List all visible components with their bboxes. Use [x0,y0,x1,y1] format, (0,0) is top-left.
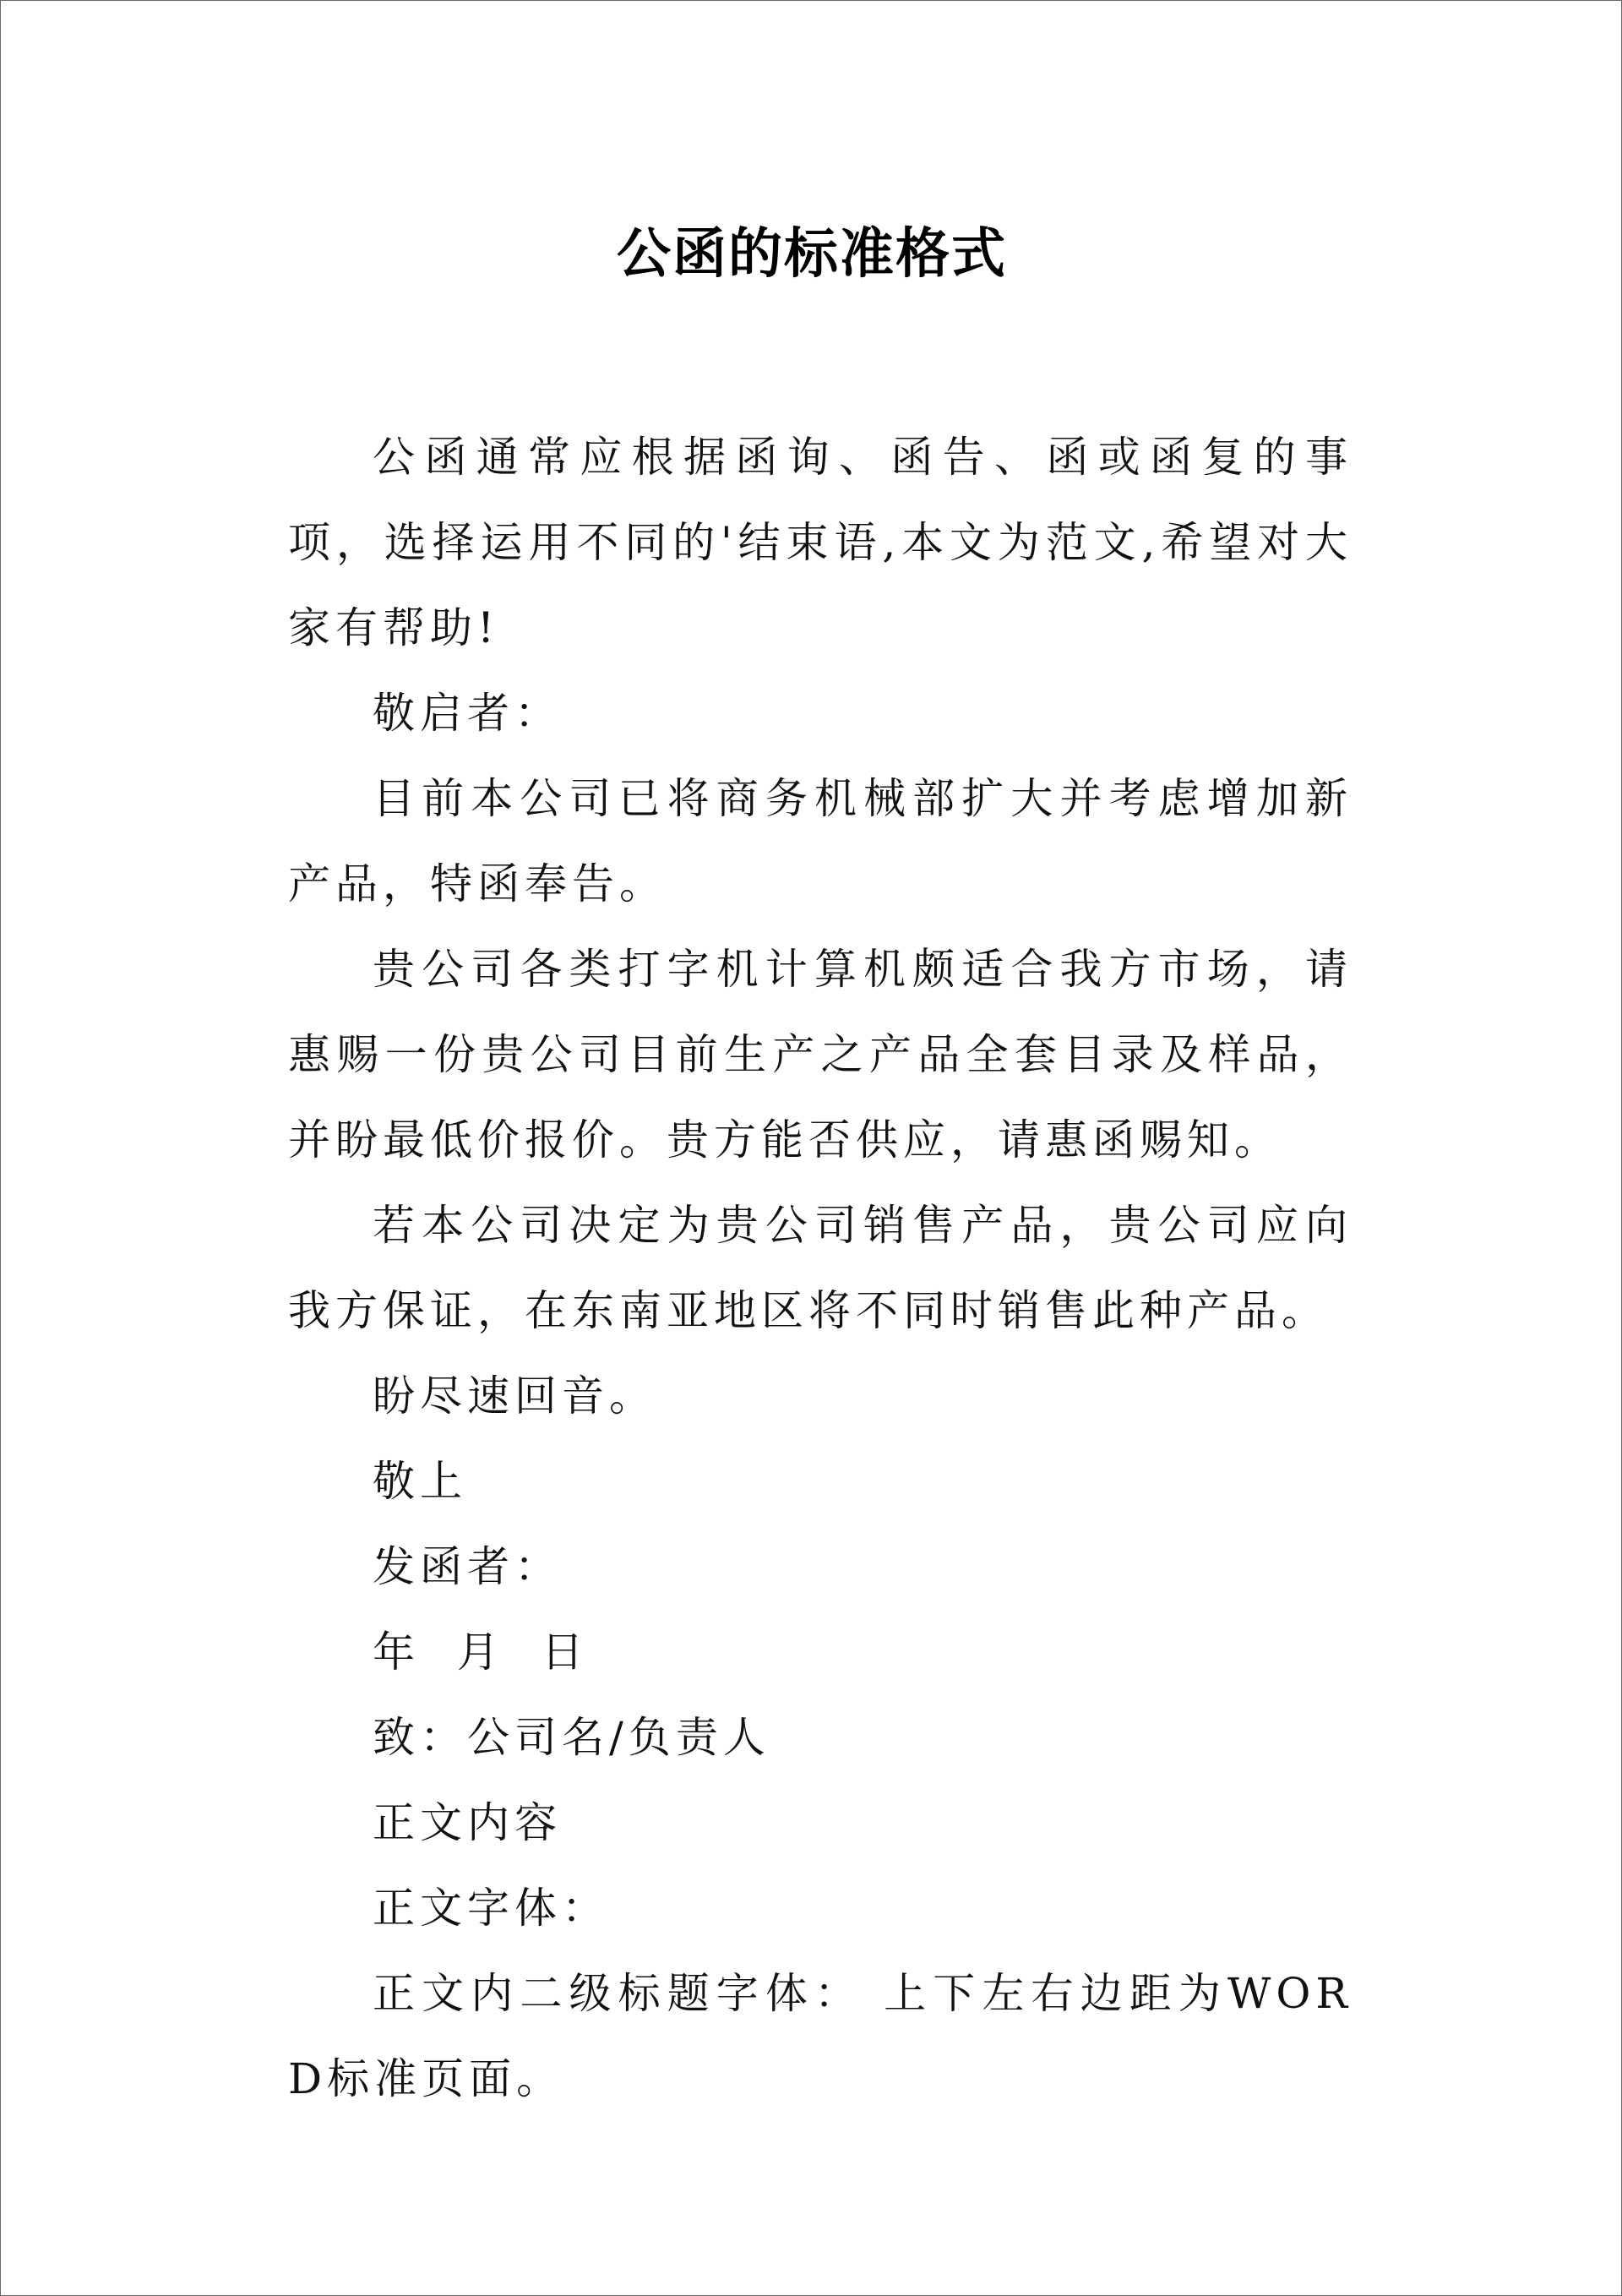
paragraph-content: 正文内容 [373,1798,562,1847]
paragraph-salutation: 敬启者： [373,689,562,738]
document-body [288,415,1353,2122]
paragraph-request: 贵公司各类打字机计算机颇适合我方市场，请惠赐一份贵公司目前生产之产品全套目录及样品，并盼最低价报价。贵方能否供应，请惠函赐知。 [288,945,1353,1164]
paragraph-date: 年 月 日 [373,1628,589,1677]
paragraph-intro: 公函通常应根据函询、函告、函或函复的事项，选择运用不同的'结束语,本文为范文,希望对大家有帮助! [288,433,1353,652]
paragraph-font: 正文字体： [373,1884,609,1933]
paragraph-sender: 发函者： [373,1542,562,1591]
paragraph-notice: 目前本公司已将商务机械部扩大并考虑增加新产品，特函奉告。 [288,774,1353,908]
paragraph-closing: 敬上 [373,1457,467,1506]
paragraph-subheading-font: 正文内二级标题字体： 上下左右边距为WORD标准页面。 [288,1969,1353,2103]
document-title: 公函的标准格式 [617,222,1007,286]
paragraph-guarantee: 若本公司决定为贵公司销售产品，贵公司应向我方保证，在东南亚地区将不同时销售此种产品。 [288,1201,1353,1335]
paragraph-reply: 盼尽速回音。 [373,1372,656,1421]
paragraph-recipient: 致：公司名/负责人 [373,1713,770,1762]
